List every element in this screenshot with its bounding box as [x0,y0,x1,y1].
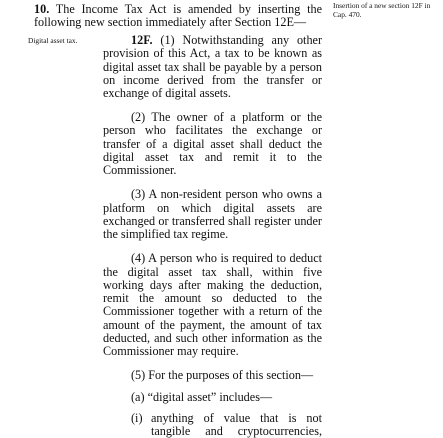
margin-note-digital-asset-tax: Digital asset tax. [28,36,78,45]
subsection-1 [103,34,322,100]
clause-number: 10. [34,2,50,16]
margin-note-insertion: Insertion of a new section 12F in Cap. 470. [333,1,431,19]
amendment-intro-text: The Income Tax Act is amended by inserting the following new section immediately after Section 12E— [34,2,323,30]
definition-item-i [103,412,322,438]
amendment-intro [34,3,322,30]
section-heading: 12F. [131,33,153,47]
subsection-4: (4) A person who is required to deduct the digital asset tax shall, within five working days after making the deduction, remit the amount so deducted to the Commissioner together with a return of the amount of the payment, the amount of tax deducted, and such other information as the Commissioner may require. [103,251,322,359]
subsection-5: (5) For the purposes of this section— [131,368,314,383]
subsection-1-text: (1) Notwithstanding any other provision of this Act, a tax to be known as digital asset tax shall be payable by a person on income derived from the transfer or exchange of digital assets. [103,33,322,101]
subsection-3: (3) A non-resident person who owns a platform on which digital assets are exchanged or transferred shall register under the simplified tax regime. [103,187,322,242]
subsection-2: (2) The owner of a platform or the person who facilitates the exchange or transfer of a digital asset shall deduct the digital asset tax and remit it to the Commissioner. [103,110,322,178]
item-i-marker: (i) [131,410,143,425]
section-body [103,34,322,438]
definition-a: (a) “digital asset” includes— [131,389,273,404]
item-i-text: anything of value that is not tangible and cryptocurrencies, [151,410,322,438]
